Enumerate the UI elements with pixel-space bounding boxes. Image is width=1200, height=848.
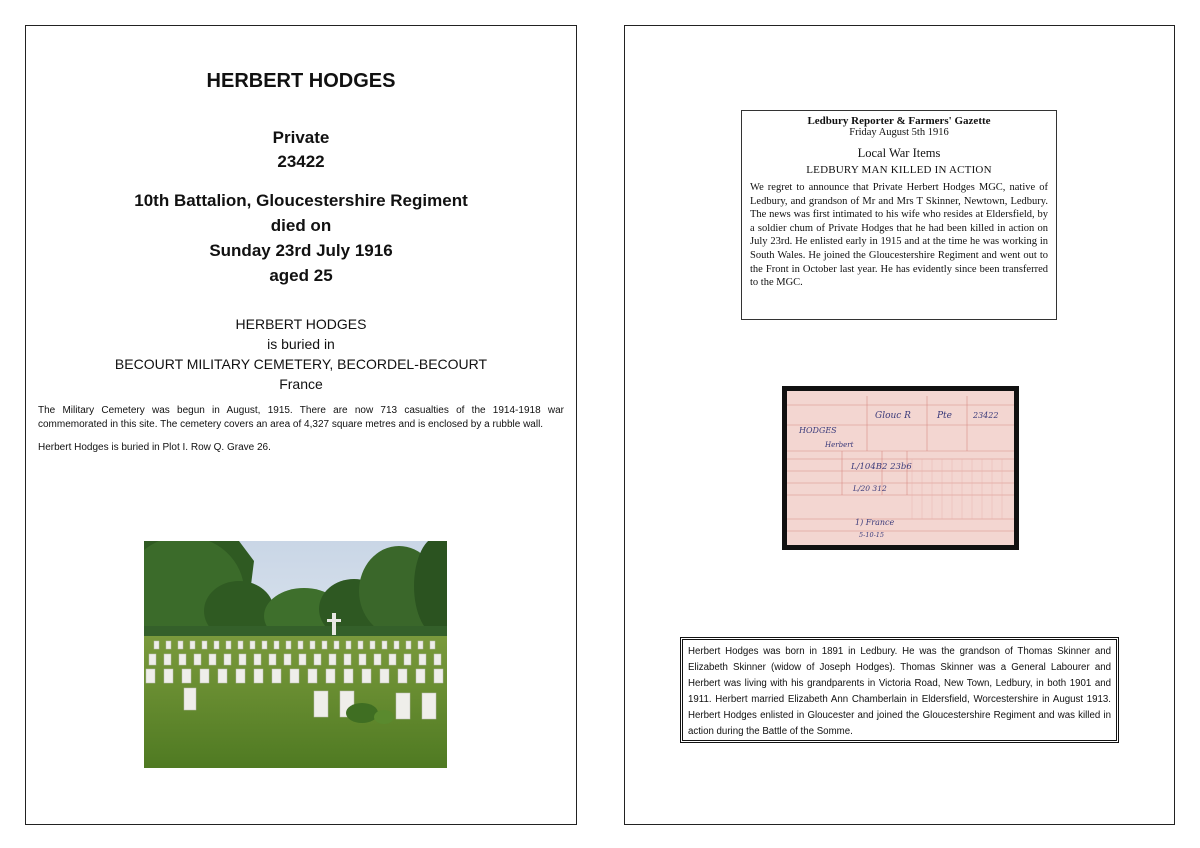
medal-card-regt-no: 23422 xyxy=(973,411,999,420)
medal-card-forename: Herbert xyxy=(825,441,854,449)
newspaper-name: Ledbury Reporter & Farmers' Gazette xyxy=(807,115,991,127)
burial-block xyxy=(26,314,576,394)
rank-block xyxy=(26,126,576,174)
right-page xyxy=(624,25,1175,825)
newspaper-body: We regret to announce that Private Herbert Hodges MGC, native of Ledbury, and grandson of Mr and Mrs T Skinner, Newtown, Ledbury. The news was first intimated to his wife who resides at Eldersfield, by a soldier chum of Private Hodges that he had been killed in action on July 23rd. He enlisted early in 1915 and at the time he was working in South Wales. He joined the Gloucestershire Regiment and went out to the Front in October last year. He has evidently since been transferred to the MGC. xyxy=(750,182,1048,289)
medal-card-face xyxy=(787,391,1014,545)
medal-card-roll-victory: L/104B2 23b6 xyxy=(851,462,912,472)
country: France xyxy=(279,376,323,392)
left-page xyxy=(25,25,577,825)
burial-name: HERBERT HODGES xyxy=(235,316,367,332)
service-number: 23422 xyxy=(277,152,325,171)
died-on-label: died on xyxy=(270,216,332,235)
age: aged 25 xyxy=(269,266,333,285)
medal-card-theatre: 1) France xyxy=(855,518,895,527)
cemetery-photo xyxy=(144,541,447,768)
buried-in-label: is buried in xyxy=(267,336,335,352)
rank: Private xyxy=(272,128,330,147)
medal-card-corps: Glouc R xyxy=(875,411,911,421)
unit: 10th Battalion, Gloucestershire Regiment xyxy=(134,191,468,210)
newspaper-clipping xyxy=(741,110,1057,320)
medal-card-rank: Pte xyxy=(937,411,952,421)
soldier-name-title: HERBERT HODGES xyxy=(206,70,396,92)
newspaper-date: Friday August 5th 1916 xyxy=(849,127,949,138)
medal-card-surname: HODGES xyxy=(799,426,837,435)
plot-text: Herbert Hodges is buried in Plot I. Row Q. Grave 26. xyxy=(38,442,271,453)
cemetery-name: BECOURT MILITARY CEMETERY, BECORDEL-BECOURT xyxy=(114,356,488,372)
newspaper-headline: LEDBURY MAN KILLED IN ACTION xyxy=(806,164,992,176)
death-date: Sunday 23rd July 1916 xyxy=(209,241,393,260)
cemetery-description: The Military Cemetery was begun in August, 1915. There are now 713 casualties of the 1914-1918 war commemorated in this site. The cemetery covers an area of 4,327 square metres and is enclosed by a rubble wall. xyxy=(38,405,564,430)
medal-index-card xyxy=(782,386,1019,550)
biography-box: Herbert Hodges was born in 1891 in Ledbury. He was the grandson of Thomas Skinner and Elizabeth Skinner (widow of Joseph Hodges). Thomas Skinner was a General Labourer and Herbert was living with his grandparents in Victoria Road, New Town, Ledbury, in both 1901 and 1911. Herbert married Elizabeth Ann Chamberlain in Eldersfield, Worcestershire in August 1913. Herbert Hodges enlisted in Gloucester and joined the Gloucestershire Regiment and was killed in action during the Battle of the Somme. xyxy=(680,637,1119,743)
medal-card-date-entered: 5-10-15 xyxy=(859,531,885,539)
medal-card-roll-star: L/20 312 xyxy=(853,484,887,493)
newspaper-section: Local War Items xyxy=(857,146,941,160)
unit-block xyxy=(26,188,576,288)
